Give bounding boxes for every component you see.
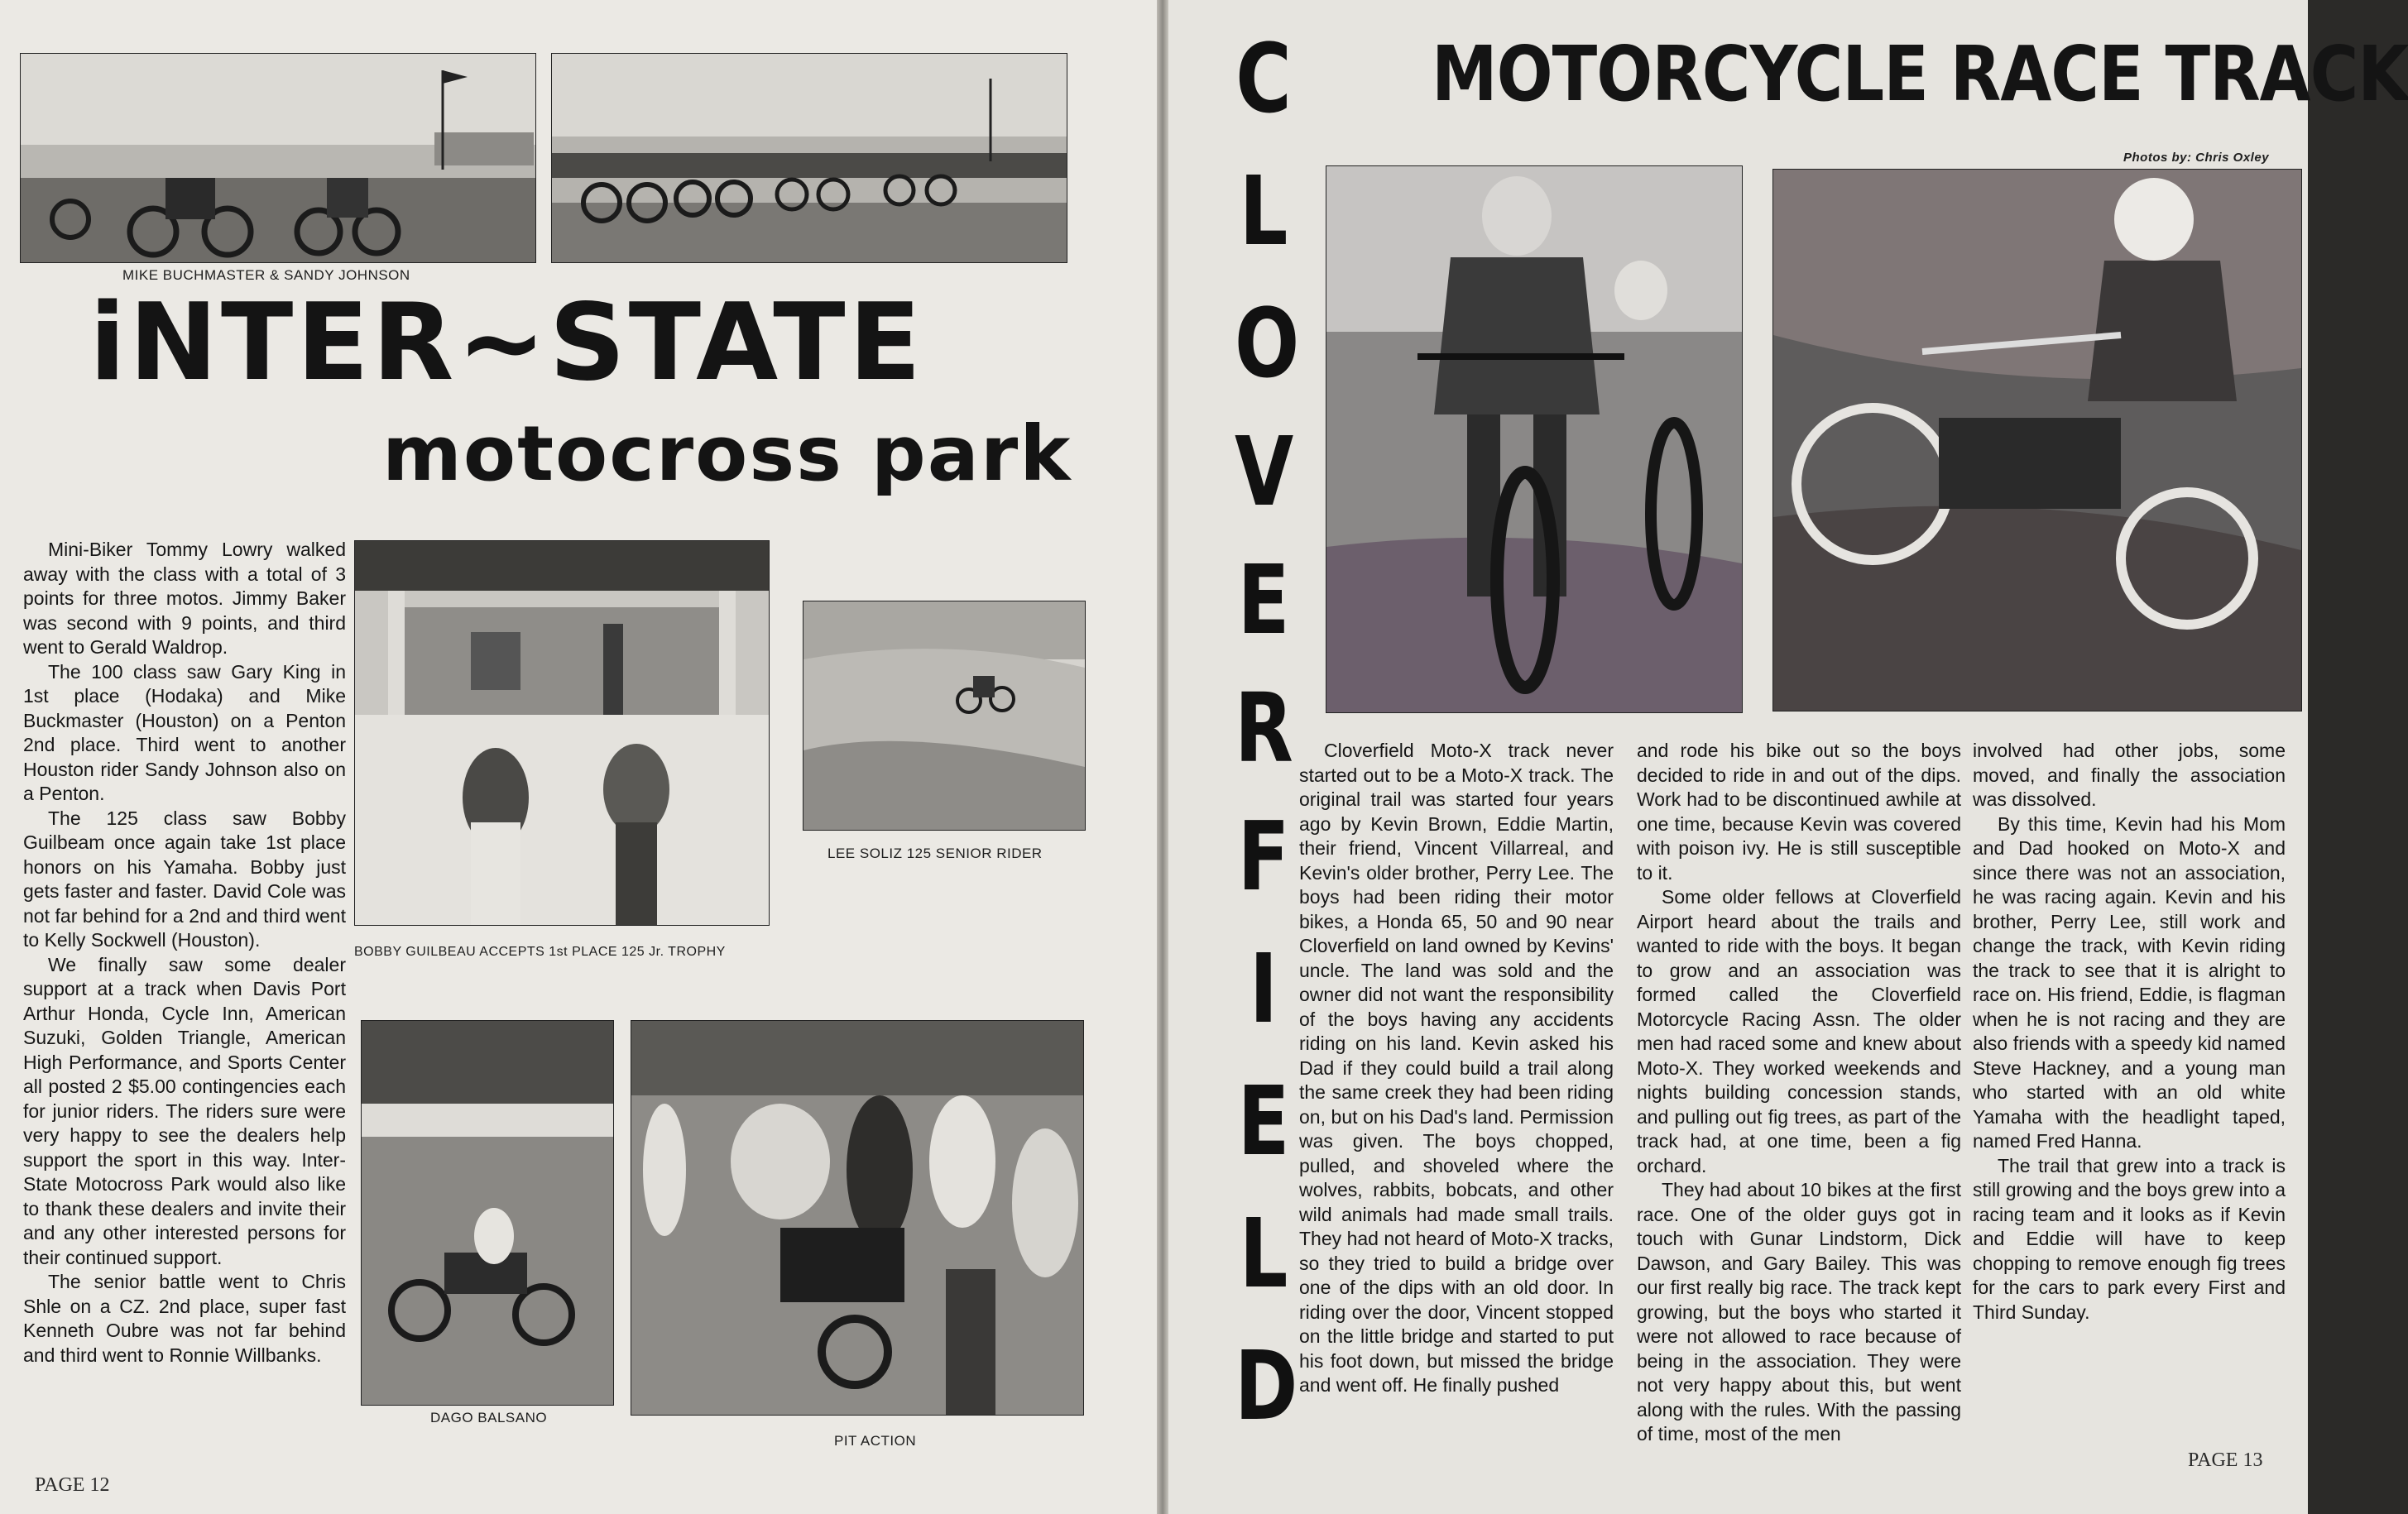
article-column-2 bbox=[1637, 739, 1961, 1447]
paragraph: involved had other jobs, some moved, and finally the association was dissolved. bbox=[1973, 740, 2286, 810]
caption-dago-balsano: DAGO BALSANO bbox=[430, 1410, 548, 1425]
paragraph: Cloverfield Moto-X track never started out to be a Moto-X track. The original trail was started four years ago by Kevin Brown, Eddie Martin, their friend, Vincent Villarreal, and Kevin's older brother, Perry Lee. The boys had been riding their motor bikes, a Honda 65, 50 and 90 near Cloverfield on land owned by Kevins' uncle. The land was sold and the owner did not want the responsibility of the boys having any accidents riding on his land. Kevin asked his Dad if they could build a trail along the same creek they had been riding on, but on his Dad's land. Permission was given. The boys chopped, pulled, and shoveled where the wolves, rabbits, bobcats, and other wild animals had made small trails. They had not heard of Moto-X tracks, so they tried to build a bridge over one of the dips with an old door. In riding over the door, Vincent stopped on the little bridge and started to put his foot down, but missed the bridge and went off. He finally pushed bbox=[1299, 740, 1614, 1396]
gutter bbox=[1157, 0, 1168, 1514]
vertical-letter: E bbox=[1237, 1066, 1290, 1177]
photo-two-riders bbox=[1326, 165, 1743, 713]
paragraph: By this time, Kevin had his Mom and Dad hooked on Moto-X and since there was not an association, he was racing again. Kevin and his brother, Perry Lee, still work and change the track, with Kevin riding the track to see that it is alright to race on. His friend, Eddie, is flagman when he is not racing and they are also friends with a speedy kid named Steve Hackney, and a young man who started with an old white Yamaha with the headlight taped, named Fred Hanna. bbox=[1973, 812, 2286, 1152]
photo-lee-soliz bbox=[803, 601, 1086, 831]
photo-dago-balsano bbox=[361, 1020, 614, 1406]
article-column-1 bbox=[1299, 739, 1614, 1398]
title-motorcycle-race-track: MOTORCYCLE RACE TRACK bbox=[1432, 30, 2408, 118]
vertical-letter: C bbox=[1235, 23, 1292, 135]
vertical-letter: O bbox=[1235, 288, 1300, 400]
caption-pit-action: PIT ACTION bbox=[834, 1433, 917, 1449]
caption-lee-soliz: LEE SOLIZ 125 SENIOR RIDER bbox=[827, 846, 1043, 861]
vertical-letter: I bbox=[1249, 933, 1278, 1045]
paragraph: They had about 10 bikes at the first race. One of the older guys got in touch with Gunar Lindstorm, Dick Dawson, and Gary Bailey. This was our first really big race. The track kept growing, but the boys who started it were not allowed to race because of being in the association. They were not very happy about this, but went along with the rules. With the passing of time, most of the men bbox=[1637, 1179, 1961, 1445]
vertical-letter: F bbox=[1237, 801, 1290, 913]
page-number-right: PAGE 13 bbox=[2188, 1449, 2263, 1471]
page-number-left: PAGE 12 bbox=[35, 1474, 110, 1496]
title-inter-state: iNTER~STATE bbox=[89, 281, 924, 405]
paragraph: We finally saw some dealer support at a track when Davis Port Arthur Honda, Cycle Inn, American Suzuki, Golden Triangle, American High Performance, and Sports Center all posted 2 $5.00 contingencies each for junior riders. The riders sure were very happy to see the dealers help support the sport in this way. Inter-State Motocross Park would also like to thank these dealers and invite their and any other interested persons for their continued support. bbox=[23, 953, 346, 1268]
title-motocross-park: motocross park bbox=[382, 410, 1072, 498]
article-column-3 bbox=[1973, 739, 2286, 1325]
caption-trophy: BOBBY GUILBEAU ACCEPTS 1st PLACE 125 Jr. TROPHY bbox=[354, 945, 726, 959]
paragraph: Mini-Biker Tommy Lowry walked away with the class with a total of 3 points for three motos. Jimmy Baker was second with 9 points, and third went to Gerald Waldrop. bbox=[23, 539, 346, 658]
photo-pit-action bbox=[631, 1020, 1084, 1416]
photo-race-start-2 bbox=[551, 53, 1067, 263]
paragraph: and rode his bike out so the boys decided to ride in and out of the dips. Work had to be discontinued awhile at one time, because Kevin was covered with poison ivy. He is still susceptible to it. bbox=[1637, 740, 1961, 884]
left-page bbox=[0, 0, 1157, 1514]
paragraph: The 125 class saw Bobby Guilbeam once again take 1st place honors on his Yamaha. Bobby just gets faster and faster. David Cole was not far behind for a 2nd and third went to Kelly Sockwell (Houston). bbox=[23, 807, 346, 951]
photo-trophy bbox=[354, 540, 770, 926]
article-column-left bbox=[23, 538, 346, 1368]
paragraph: Some older fellows at Cloverfield Airport heard about the trails and wanted to ride with the boys. It began to grow and an association was formed called the Cloverfield Motorcycle Racing Assn. The older men had raced some and knew about Moto-X. They worked weekends and nights building concession stands, and pulling out fig trees, as part of the track had, at one time, been a fig orchard. bbox=[1637, 886, 1961, 1176]
paragraph: The trail that grew into a track is still growing and the boys grew into a racing team and it looks as if Kevin and Eddie will have to keep chopping to remove enough fig trees for the cars to park every First and Third Sunday. bbox=[1973, 1154, 2286, 1323]
vertical-letter: E bbox=[1237, 544, 1290, 656]
paragraph: The senior battle went to Chris Shle on a CZ. 2nd place, super fast Kenneth Oubre was not far behind and third went to Ronnie Willbanks. bbox=[23, 1271, 346, 1366]
caption-top-photos: MIKE BUCHMASTER & SANDY JOHNSON bbox=[122, 267, 410, 283]
photo-credit: Photos by: Chris Oxley bbox=[2123, 151, 2270, 165]
vertical-letter: V bbox=[1235, 416, 1294, 528]
right-page bbox=[1168, 0, 2408, 1514]
paragraph: The 100 class saw Gary King in 1st place (Hodaka) and Mike Buckmaster (Houston) on a Penton 2nd place. Third went to another Houston rider Sandy Johnson also on a Penton. bbox=[23, 660, 346, 804]
photo-race-start-1 bbox=[20, 53, 536, 263]
vertical-letter: D bbox=[1235, 1330, 1298, 1442]
photo-jumping-rider bbox=[1772, 169, 2302, 711]
vertical-letter: L bbox=[1239, 156, 1288, 267]
vertical-letter: R bbox=[1235, 673, 1293, 784]
vertical-letter: L bbox=[1239, 1198, 1288, 1310]
